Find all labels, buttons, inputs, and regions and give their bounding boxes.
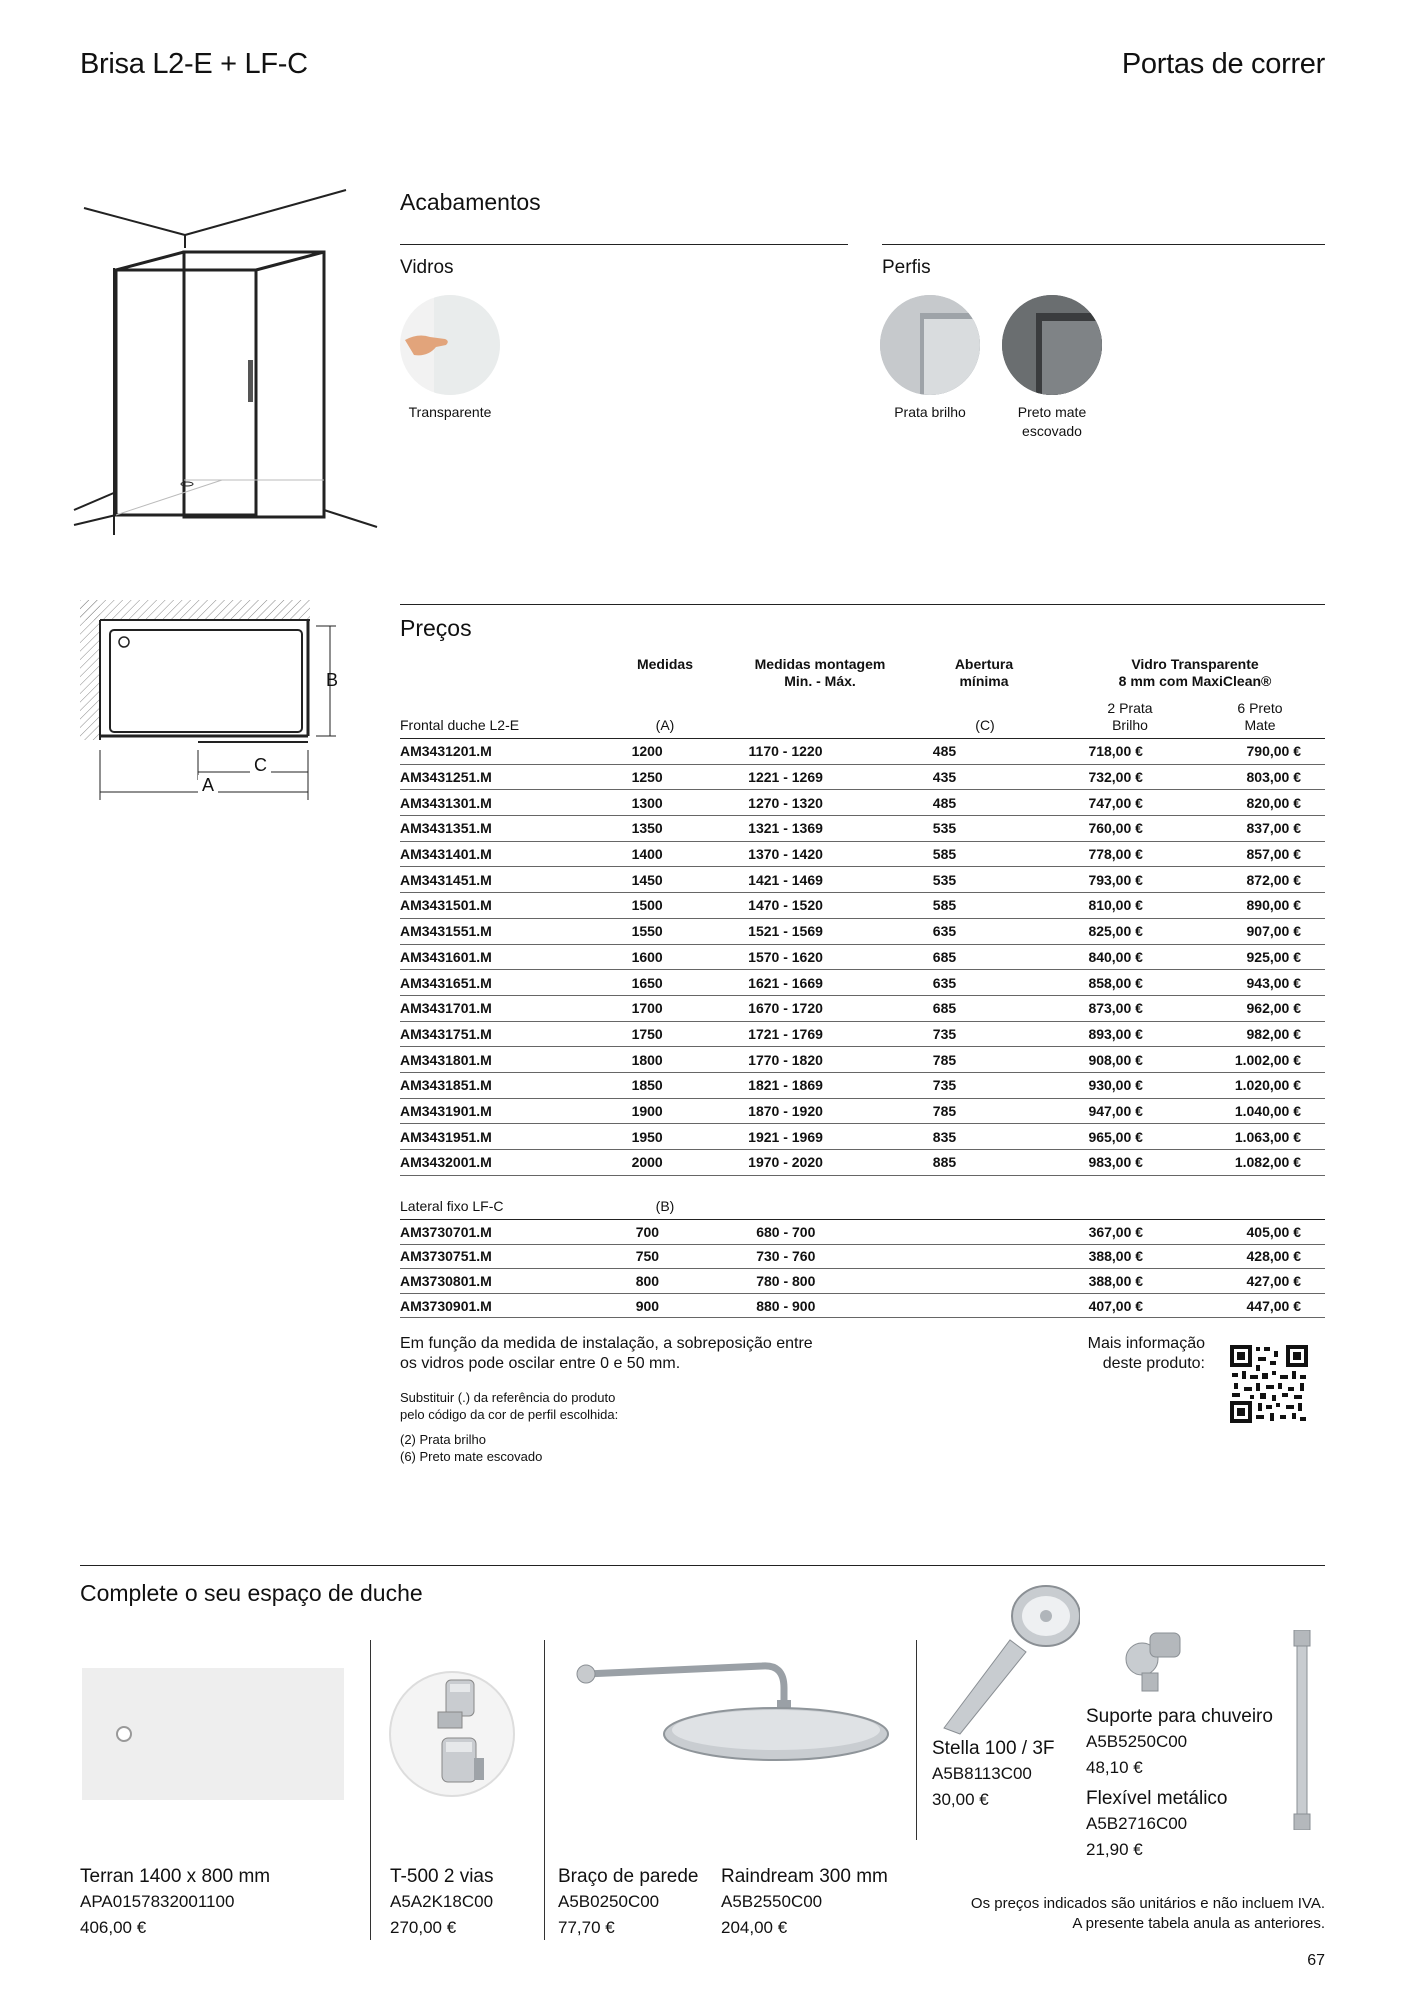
reference-cell: AM3431701.M <box>400 995 615 1021</box>
col-black-line1: 6 Preto <box>1237 700 1283 716</box>
measure-cell: 700 <box>616 1220 680 1244</box>
price-silver-cell: 893,00 € <box>997 1021 1143 1047</box>
min-opening-cell: 585 <box>892 841 997 867</box>
product-bracket[interactable] <box>1086 1706 1273 1778</box>
measure-cell: 900 <box>616 1293 680 1318</box>
col-mount <box>710 656 930 690</box>
product-price: 77,70 € <box>558 1918 615 1937</box>
price-silver-cell: 908,00 € <box>997 1047 1143 1073</box>
product-name: Terran 1400 x 800 mm <box>80 1866 271 1887</box>
price-black-cell: 820,00 € <box>1143 790 1325 816</box>
mount-range-cell: 1970 - 2020 <box>679 1150 892 1176</box>
price-row <box>400 816 1325 842</box>
min-opening-cell: 535 <box>892 816 997 842</box>
reference-cell: AM3730901.M <box>400 1293 616 1318</box>
reference-cell: AM3431651.M <box>400 970 615 996</box>
transparent-glass-swatch <box>400 295 500 395</box>
min-opening-cell: 635 <box>892 918 997 944</box>
product-terran[interactable] <box>80 1866 270 1938</box>
side-group-label: Lateral fixo LF-C <box>400 1198 504 1214</box>
dimension-label-b: B <box>326 670 339 690</box>
terran-tray-image <box>82 1668 344 1800</box>
price-silver-cell: 825,00 € <box>997 918 1143 944</box>
price-row <box>400 841 1325 867</box>
price-black-cell: 803,00 € <box>1143 764 1325 790</box>
measure-cell: 1250 <box>615 764 679 790</box>
price-silver-cell: 732,00 € <box>997 764 1143 790</box>
price-row <box>400 1269 1325 1294</box>
measure-cell: 1700 <box>615 995 679 1021</box>
min-opening-cell: 685 <box>892 944 997 970</box>
complete-heading: Complete o seu espaço de duche <box>80 1580 423 1606</box>
divider <box>80 1565 1325 1566</box>
price-row <box>400 764 1325 790</box>
more-info-line2: deste produto: <box>1102 1355 1205 1372</box>
qr-code[interactable] <box>1230 1345 1308 1423</box>
replace-note-line1: Substituir (.) da referência do produto <box>400 1390 616 1405</box>
measure-cell: 1850 <box>615 1072 679 1098</box>
price-table <box>400 739 1325 1176</box>
measure-cell: 1900 <box>615 1098 679 1124</box>
product-stella[interactable] <box>932 1738 1055 1810</box>
measure-cell: 800 <box>616 1269 680 1294</box>
mount-range-cell: 1170 - 1220 <box>679 739 892 764</box>
mount-range-cell: 1270 - 1320 <box>679 790 892 816</box>
code-black: (6) Preto mate escovado <box>400 1449 543 1464</box>
measure-cell: 1400 <box>615 841 679 867</box>
mount-range-cell: 1321 - 1369 <box>679 816 892 842</box>
reference-cell: AM3431801.M <box>400 1047 615 1073</box>
black-label-line2: escovado <box>1022 423 1082 439</box>
product-t500[interactable] <box>390 1866 494 1938</box>
reference-cell: AM3431401.M <box>400 841 615 867</box>
more-info-line1: Mais informação <box>1087 1335 1205 1352</box>
col-silver <box>1085 700 1175 734</box>
mount-range-cell: 1621 - 1669 <box>679 970 892 996</box>
page-number: 67 <box>1307 1952 1325 1969</box>
min-opening-cell <box>892 1293 996 1318</box>
price-black-cell: 907,00 € <box>1143 918 1325 944</box>
price-silver-cell: 388,00 € <box>997 1269 1143 1294</box>
price-silver-cell: 810,00 € <box>997 893 1143 919</box>
reference-cell: AM3431251.M <box>400 764 615 790</box>
mount-range-cell: 1821 - 1869 <box>679 1072 892 1098</box>
product-price: 30,00 € <box>932 1790 989 1809</box>
divider <box>400 604 1325 605</box>
price-row <box>400 1021 1325 1047</box>
price-silver-cell: 367,00 € <box>997 1220 1143 1244</box>
measure-cell: 1950 <box>615 1124 679 1150</box>
price-black-cell: 943,00 € <box>1143 970 1325 996</box>
mount-range-cell: 1421 - 1469 <box>679 867 892 893</box>
reference-cell: AM3730801.M <box>400 1269 616 1294</box>
price-black-cell: 1.002,00 € <box>1143 1047 1325 1073</box>
reference-cell: AM3431951.M <box>400 1124 615 1150</box>
product-wall-arm[interactable] <box>558 1866 699 1938</box>
product-code: A5B5250C00 <box>1086 1732 1188 1751</box>
price-silver-cell: 388,00 € <box>997 1244 1143 1269</box>
metal-hose-image <box>1288 1630 1318 1830</box>
front-group-label: Frontal duche L2-E <box>400 717 520 733</box>
price-black-cell: 982,00 € <box>1143 1021 1325 1047</box>
silver-label: Prata brilho <box>894 404 966 420</box>
price-black-cell: 1.040,00 € <box>1143 1098 1325 1124</box>
price-black-cell: 1.063,00 € <box>1143 1124 1325 1150</box>
mount-range-cell: 1670 - 1720 <box>679 995 892 1021</box>
col-opening-line2: mínima <box>959 673 1009 689</box>
reference-cell: AM3431601.M <box>400 944 615 970</box>
measure-cell: 1500 <box>615 893 679 919</box>
mount-range-cell: 1770 - 1820 <box>679 1047 892 1073</box>
price-silver-cell: 858,00 € <box>997 970 1143 996</box>
price-row <box>400 1047 1325 1073</box>
reference-cell: AM3431901.M <box>400 1098 615 1124</box>
col-glass <box>1055 656 1335 690</box>
min-opening-cell: 735 <box>892 1021 997 1047</box>
product-code: A5B8113C00 <box>932 1764 1032 1783</box>
product-name: Flexível metálico <box>1086 1788 1228 1809</box>
price-silver-cell: 965,00 € <box>997 1124 1143 1150</box>
divider <box>916 1640 917 1840</box>
measure-cell: 1550 <box>615 918 679 944</box>
plan-diagram <box>80 600 350 800</box>
more-info <box>1030 1334 1205 1374</box>
min-opening-cell: 685 <box>892 995 997 1021</box>
product-code: A5B0250C00 <box>558 1892 660 1911</box>
reference-cell: AM3730751.M <box>400 1244 616 1269</box>
min-opening-cell <box>892 1220 996 1244</box>
product-name: Suporte para chuveiro <box>1086 1706 1273 1727</box>
disclaimer-line1: Os preços indicados são unitários e não incluem IVA. <box>970 1895 1325 1912</box>
col-mount-line2: Min. - Máx. <box>784 673 856 689</box>
reference-cell: AM3432001.M <box>400 1150 615 1176</box>
reference-cell: AM3431351.M <box>400 816 615 842</box>
reference-cell: AM3431551.M <box>400 918 615 944</box>
black-label-line1: Preto mate <box>1017 404 1087 420</box>
product-price: 21,90 € <box>1086 1840 1143 1859</box>
prices-heading: Preços <box>400 615 472 641</box>
col-opening-line1: Abertura <box>954 656 1014 672</box>
price-row <box>400 893 1325 919</box>
col-opening <box>930 656 1038 690</box>
mount-range-cell: 1521 - 1569 <box>679 918 892 944</box>
shower-bracket-image <box>1120 1625 1200 1695</box>
price-row <box>400 944 1325 970</box>
mount-range-cell: 1570 - 1620 <box>679 944 892 970</box>
price-row <box>400 1072 1325 1098</box>
price-black-cell: 872,00 € <box>1143 867 1325 893</box>
price-black-cell: 857,00 € <box>1143 841 1325 867</box>
silver-profile-swatch <box>880 295 980 395</box>
measure-cell: 1200 <box>615 739 679 764</box>
price-silver-cell: 947,00 € <box>997 1098 1143 1124</box>
reference-cell: AM3431301.M <box>400 790 615 816</box>
price-silver-cell: 778,00 € <box>997 841 1143 867</box>
product-price: 48,10 € <box>1086 1758 1143 1777</box>
price-row <box>400 1124 1325 1150</box>
reference-cell: AM3431851.M <box>400 1072 615 1098</box>
hand-shower-image <box>930 1580 1080 1735</box>
front-c-label: (C) <box>975 717 995 733</box>
product-name: Raindream 300 mm <box>721 1866 888 1887</box>
replace-note <box>400 1389 618 1465</box>
product-hose[interactable] <box>1086 1788 1228 1860</box>
measure-cell: 1800 <box>615 1047 679 1073</box>
price-silver-cell: 407,00 € <box>997 1293 1143 1318</box>
mount-range-cell: 1870 - 1920 <box>679 1098 892 1124</box>
price-silver-cell: 930,00 € <box>997 1072 1143 1098</box>
measure-cell: 2000 <box>615 1150 679 1176</box>
measure-cell: 1450 <box>615 867 679 893</box>
reference-cell: AM3431451.M <box>400 867 615 893</box>
price-row <box>400 1220 1325 1244</box>
overlap-note-line2: os vidros pode oscilar entre 0 e 50 mm. <box>400 1355 681 1372</box>
price-black-cell: 428,00 € <box>1143 1244 1325 1269</box>
min-opening-cell <box>892 1269 996 1294</box>
measure-cell: 1350 <box>615 816 679 842</box>
price-row <box>400 739 1325 764</box>
col-mount-line1: Medidas montagem <box>754 656 886 672</box>
divider <box>544 1640 545 1940</box>
reference-cell: AM3431201.M <box>400 739 615 764</box>
price-row <box>400 1244 1325 1269</box>
price-silver-cell: 718,00 € <box>997 739 1143 764</box>
mount-range-cell: 1370 - 1420 <box>679 841 892 867</box>
price-row <box>400 918 1325 944</box>
black-profile-swatch <box>1002 295 1102 395</box>
price-silver-cell: 840,00 € <box>997 944 1143 970</box>
divider <box>370 1640 371 1940</box>
product-price: 406,00 € <box>80 1918 147 1937</box>
price-silver-cell: 983,00 € <box>997 1150 1143 1176</box>
product-name: T-500 2 vias <box>390 1866 494 1887</box>
reference-cell: AM3431751.M <box>400 1021 615 1047</box>
col-silver-line1: 2 Prata <box>1107 700 1153 716</box>
product-raindream[interactable] <box>721 1866 888 1938</box>
measure-cell: 1600 <box>615 944 679 970</box>
price-black-cell: 890,00 € <box>1143 893 1325 919</box>
price-black-cell: 962,00 € <box>1143 995 1325 1021</box>
overlap-note-line1: Em função da medida de instalação, a sobreposição entre <box>400 1335 813 1352</box>
divider <box>882 244 1325 245</box>
wall-arm-rainshower-image <box>572 1648 902 1778</box>
price-black-cell: 925,00 € <box>1143 944 1325 970</box>
min-opening-cell: 735 <box>892 1072 997 1098</box>
col-glass-line2: 8 mm com MaxiClean® <box>1118 673 1272 689</box>
transparent-label: Transparente <box>408 404 492 420</box>
measure-cell: 750 <box>616 1244 680 1269</box>
min-opening-cell: 835 <box>892 1124 997 1150</box>
black-label <box>982 403 1122 441</box>
price-table <box>400 1220 1325 1318</box>
mount-range-cell: 880 - 900 <box>679 1293 892 1318</box>
price-row <box>400 1150 1325 1176</box>
product-price: 270,00 € <box>390 1918 457 1937</box>
price-row <box>400 1293 1325 1318</box>
price-row <box>400 1098 1325 1124</box>
measure-cell: 1300 <box>615 790 679 816</box>
price-silver-cell: 760,00 € <box>997 816 1143 842</box>
profiles-heading: Perfis <box>882 257 931 278</box>
measure-cell: 1650 <box>615 970 679 996</box>
shower-enclosure-illustration <box>72 180 382 535</box>
dimension-label-c: C <box>250 755 271 776</box>
price-row <box>400 970 1325 996</box>
thermostat-image <box>388 1662 518 1812</box>
price-black-cell: 1.082,00 € <box>1143 1150 1325 1176</box>
product-code: A5B2716C00 <box>1086 1814 1188 1833</box>
replace-note-line2: pelo código da cor de perfil escolhida: <box>400 1407 619 1422</box>
measure-cell: 1750 <box>615 1021 679 1047</box>
front-a-label: (A) <box>655 717 675 733</box>
mount-range-cell: 730 - 760 <box>679 1244 892 1269</box>
product-code: A5A2K18C00 <box>390 1892 494 1911</box>
product-code: APA0157832001100 <box>80 1892 235 1911</box>
col-black-line2: Mate <box>1244 717 1276 733</box>
min-opening-cell: 785 <box>892 1098 997 1124</box>
code-silver: (2) Prata brilho <box>400 1432 486 1447</box>
mount-range-cell: 780 - 800 <box>679 1269 892 1294</box>
col-measures: Medidas <box>636 656 693 672</box>
col-black <box>1215 700 1305 734</box>
disclaimer-line2: A presente tabela anula as anteriores. <box>1072 1915 1325 1932</box>
side-b-label: (B) <box>655 1198 675 1214</box>
mount-range-cell: 1221 - 1269 <box>679 764 892 790</box>
min-opening-cell: 635 <box>892 970 997 996</box>
price-row <box>400 867 1325 893</box>
col-silver-line2: Brilho <box>1112 717 1148 733</box>
overlap-note <box>400 1334 813 1374</box>
price-row <box>400 995 1325 1021</box>
min-opening-cell: 885 <box>892 1150 997 1176</box>
min-opening-cell: 585 <box>892 893 997 919</box>
min-opening-cell: 485 <box>892 790 997 816</box>
col-glass-line1: Vidro Transparente <box>1131 656 1259 672</box>
min-opening-cell <box>892 1244 996 1269</box>
min-opening-cell: 485 <box>892 739 997 764</box>
mount-range-cell: 680 - 700 <box>679 1220 892 1244</box>
min-opening-cell: 535 <box>892 867 997 893</box>
front-price-rows <box>400 739 1325 1176</box>
divider <box>400 244 848 245</box>
section-title: Portas de correr <box>1121 48 1325 80</box>
reference-cell: AM3730701.M <box>400 1220 616 1244</box>
price-black-cell: 837,00 € <box>1143 816 1325 842</box>
price-black-cell: 447,00 € <box>1143 1293 1325 1318</box>
finishes-heading: Acabamentos <box>400 189 541 215</box>
side-price-rows <box>400 1220 1325 1318</box>
price-silver-cell: 873,00 € <box>997 995 1143 1021</box>
dimension-label-a: A <box>198 775 218 796</box>
reference-cell: AM3431501.M <box>400 893 615 919</box>
price-black-cell: 427,00 € <box>1143 1269 1325 1294</box>
product-name: Braço de parede <box>558 1866 699 1887</box>
price-black-cell: 1.020,00 € <box>1143 1072 1325 1098</box>
price-black-cell: 405,00 € <box>1143 1220 1325 1244</box>
price-row <box>400 790 1325 816</box>
disclaimer <box>971 1894 1325 1934</box>
mount-range-cell: 1721 - 1769 <box>679 1021 892 1047</box>
mount-range-cell: 1921 - 1969 <box>679 1124 892 1150</box>
price-black-cell: 790,00 € <box>1143 739 1325 764</box>
product-code: A5B2550C00 <box>721 1892 823 1911</box>
min-opening-cell: 435 <box>892 764 997 790</box>
product-title: Brisa L2-E + LF-C <box>80 48 308 80</box>
price-silver-cell: 747,00 € <box>997 790 1143 816</box>
product-price: 204,00 € <box>721 1918 788 1937</box>
product-name: Stella 100 / 3F <box>932 1738 1055 1759</box>
mount-range-cell: 1470 - 1520 <box>679 893 892 919</box>
glass-heading: Vidros <box>400 257 454 278</box>
price-silver-cell: 793,00 € <box>997 867 1143 893</box>
min-opening-cell: 785 <box>892 1047 997 1073</box>
